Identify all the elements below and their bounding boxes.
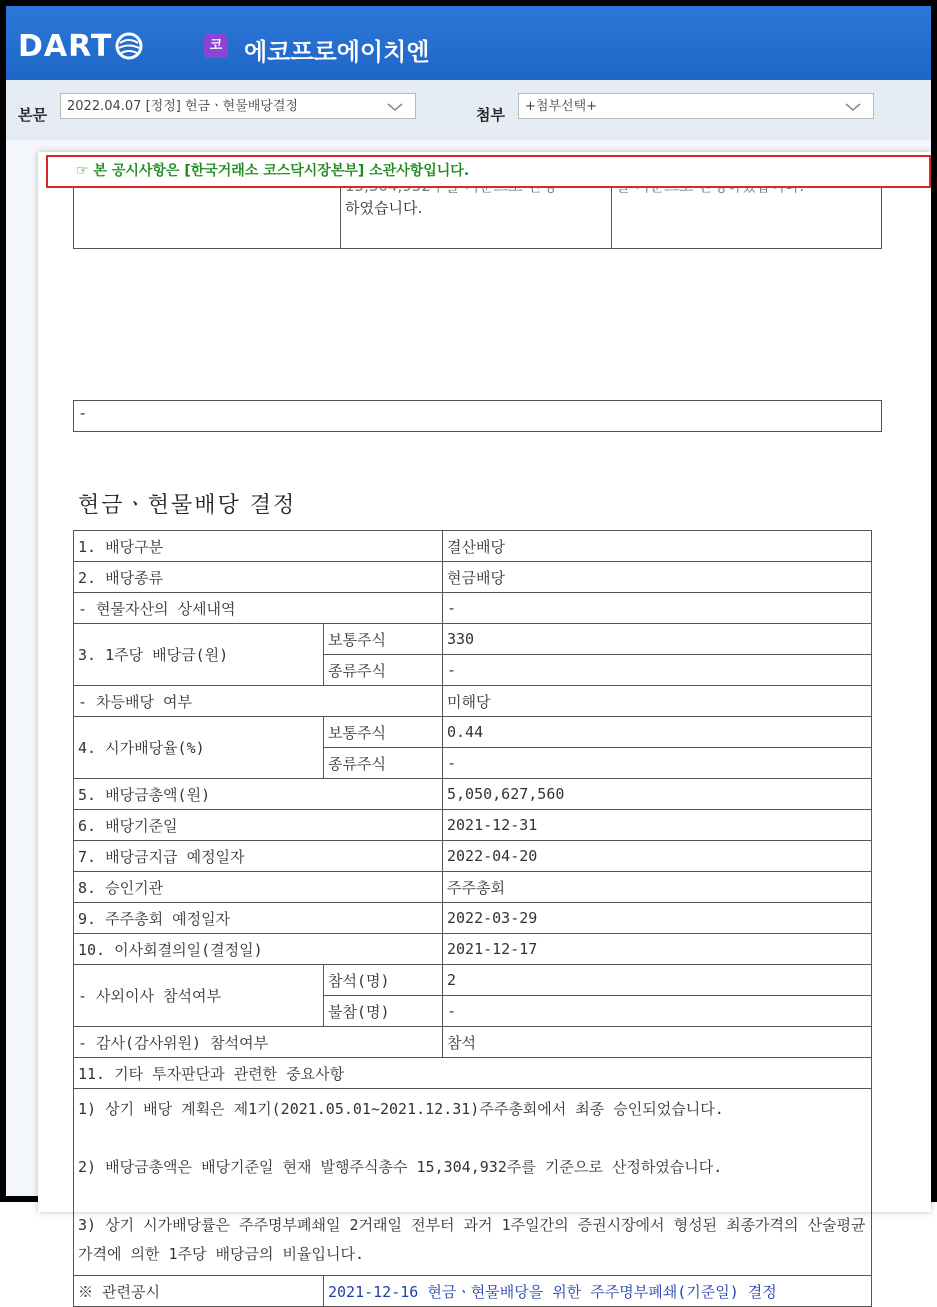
table-row: [74, 531, 872, 562]
row-value: 2022-03-29: [443, 903, 872, 934]
table-row: [74, 717, 872, 748]
row-label: - 감사(감사위원) 참석여부: [74, 1027, 443, 1058]
row-label: 5. 배당금총액(원): [74, 779, 443, 810]
row-value: 미해당: [443, 686, 872, 717]
row-label: 9. 주주총회 예정일자: [74, 903, 443, 934]
row-value: 330: [443, 624, 872, 655]
row-value: 0.44: [443, 717, 872, 748]
row-sublabel: 불참(명): [324, 996, 443, 1027]
prev-cell-right: [612, 181, 882, 249]
attachment-label: 첨부: [476, 106, 505, 124]
row-label: 1. 배당구분: [74, 531, 443, 562]
table-row: [74, 562, 872, 593]
row-label: 3. 1주당 배당금(원): [74, 624, 324, 686]
window-content: [6, 6, 931, 1301]
prev-cell-mid-line2: 하였습니다.: [345, 199, 423, 217]
table-row: [74, 965, 872, 996]
attachment-select[interactable]: [518, 93, 874, 119]
table-row: [74, 934, 872, 965]
document-viewer[interactable]: [6, 140, 931, 1301]
row-label: 8. 승인기관: [74, 872, 443, 903]
attachment-select-value: +첨부선택+: [525, 99, 598, 114]
row-value: 현금배당: [443, 562, 872, 593]
table-row: [74, 872, 872, 903]
company-name: 에코프로에이치엔: [244, 38, 430, 66]
row-label: 10. 이사회결의일(결정일): [74, 934, 443, 965]
table-row: [74, 593, 872, 624]
note-1: 1) 상기 배당 계획은 제1기(2021.05.01~2021.12.31)주주총회에서 최종 승인되었습니다.: [78, 1100, 724, 1118]
row-value: -: [443, 748, 872, 779]
document-select-value: 2022.04.07 [정정] 현금ㆍ현물배당결정: [67, 99, 298, 114]
chevron-down-icon: [387, 99, 403, 115]
table-row: [74, 841, 872, 872]
dividend-decision-table: [73, 530, 872, 1307]
logo-text: DART: [18, 28, 113, 64]
related-disclosure-link[interactable]: 2021-12-16 현금ㆍ현물배당을 위한 주주명부폐쇄(기준일) 결정: [324, 1276, 872, 1307]
row-sublabel: 참석(명): [324, 965, 443, 996]
table-row: [74, 1089, 872, 1276]
table-row: [74, 1058, 872, 1089]
previous-table-fragment: [73, 180, 882, 249]
row-label: 6. 배당기준일: [74, 810, 443, 841]
row-label: - 현물자산의 상세내역: [74, 593, 443, 624]
row-value: 2: [443, 965, 872, 996]
table-row: [74, 624, 872, 655]
row-value: 결산배당: [443, 531, 872, 562]
important-notes-cell: [74, 1089, 872, 1276]
document-label: 본문: [18, 106, 47, 124]
row-sublabel: 종류주식: [324, 748, 443, 779]
document-select[interactable]: [60, 93, 416, 119]
row-value: 2021-12-17: [443, 934, 872, 965]
table-row: [74, 779, 872, 810]
prev-cell-mid: [341, 181, 612, 249]
section-title: 현금ㆍ현물배당 결정: [78, 493, 297, 518]
row-value: 5,050,627,560: [443, 779, 872, 810]
table-row: [74, 903, 872, 934]
chevron-down-icon: [845, 99, 861, 115]
table-row: [74, 1027, 872, 1058]
row-value: 참석: [443, 1027, 872, 1058]
row-label: 4. 시가배당율(%): [74, 717, 324, 779]
row-value: 2021-12-31: [443, 810, 872, 841]
row-value: -: [443, 593, 872, 624]
row-value: -: [443, 655, 872, 686]
dart-logo[interactable]: [18, 26, 144, 66]
row-label: 2. 배당종류: [74, 562, 443, 593]
row-value: 2022-04-20: [443, 841, 872, 872]
note-2: 2) 배당금총액은 배당기준일 현재 발행주식총수 15,304,932주를 기준으로 산정하였습니다.: [78, 1158, 723, 1176]
toolbar: [6, 80, 931, 141]
table-row: [74, 810, 872, 841]
globe-icon: [114, 31, 144, 61]
header-bar: [6, 6, 931, 80]
corp-market-badge: 코: [204, 34, 228, 58]
jurisdiction-notice: ☞ 본 공시사항은 [한국거래소 코스닥시장본부] 소관사항입니다.: [46, 155, 931, 188]
table-row: [74, 1276, 872, 1307]
row-value: 주주총회: [443, 872, 872, 903]
row-sublabel: 보통주식: [324, 717, 443, 748]
related-disclosure-label: ※ 관련공시: [74, 1276, 324, 1307]
row-label: - 차등배당 여부: [74, 686, 443, 717]
table-row: [74, 686, 872, 717]
row-label: 11. 기타 투자판단과 관련한 중요사항: [74, 1058, 872, 1089]
row-sublabel: 종류주식: [324, 655, 443, 686]
row-label: 7. 배당금지급 예정일자: [74, 841, 443, 872]
note-3: 3) 상기 시가배당률은 주주명부폐쇄일 2거래일 전부터 과거 1주일간의 증권시장에서 형성된 최종가격의 산술평균가격에 의한 1주당 배당금의 비율입니다.: [78, 1216, 866, 1263]
row-value: -: [443, 996, 872, 1027]
empty-field-box: -: [73, 400, 882, 432]
row-label: - 사외이사 참석여부: [74, 965, 324, 1027]
prev-cell-left: [74, 181, 341, 249]
row-sublabel: 보통주식: [324, 624, 443, 655]
